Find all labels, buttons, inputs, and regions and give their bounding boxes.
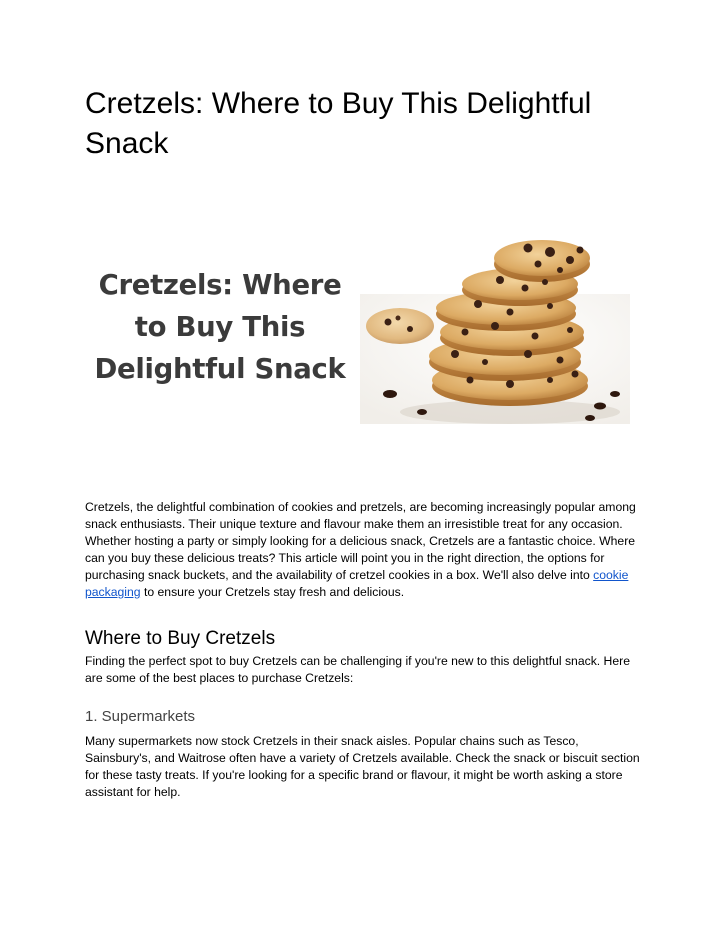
section-intro-paragraph: Finding the perfect spot to buy Cretzels can be challenging if you're new to this delightful snack. Here are some of the best places to purchase Cretzels:	[85, 654, 630, 685]
hero-image	[85, 232, 637, 492]
intro-text-after-link: to ensure your Cretzels stay fresh and delicious.	[140, 585, 405, 599]
intro-paragraph	[85, 499, 645, 601]
intro-text-before-link: Cretzels, the delightful combination of cookies and pretzels, are becoming increasingly popular among snack enthusiasts. Their unique texture and flavour make them an irresistible treat for any occasion. Whether hosting a party or simply looking for a delicious snack, Cretzels are a fantastic choice. Where can you buy these delicious treats? This article will point you in the right direction, the options for purchasing snack buckets, and the availability of cretzel cookies in a box. We'll also delve into	[85, 500, 636, 582]
page-title: Cretzels: Where to Buy This Delightful Snack	[85, 87, 592, 160]
subsection-paragraph: Many supermarkets now stock Cretzels in their snack aisles. Popular chains such as Tesco, Sainsbury's, and Waitrose often have a variety of Cretzels available. Check the snack or biscuit section for these tasty treats. If you're looking for a specific brand or flavour, it might be worth asking a store assistant for help.	[85, 734, 640, 799]
section-heading: Where to Buy Cretzels	[85, 628, 276, 649]
cookie-stack-photo	[360, 234, 630, 424]
hero-heading-line: Cretzels: Where	[98, 269, 342, 301]
hero-heading	[85, 264, 355, 390]
cookie-packaging-link[interactable]: cookie packaging	[85, 568, 629, 599]
hero-heading-line: to Buy This	[134, 311, 306, 343]
subsection-heading: 1. Supermarkets	[85, 708, 196, 725]
hero-heading-line: Delightful Snack	[94, 353, 346, 385]
